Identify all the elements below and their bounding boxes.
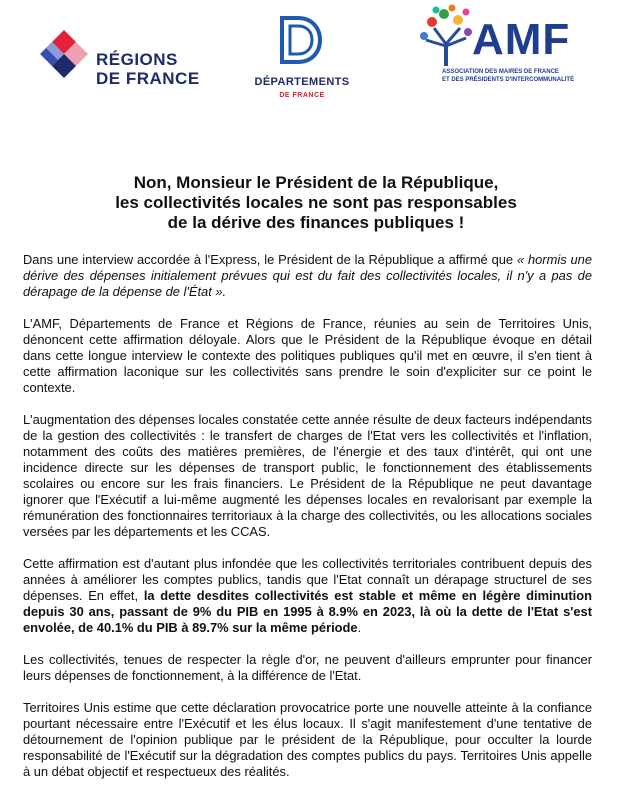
p4-text-end: . (357, 620, 362, 635)
amf-subtitle (442, 68, 606, 84)
regions-line2: DE FRANCE (96, 69, 200, 88)
p4-bold-text: la dette desdites collectivités est stable et même en légère diminution depuis 30 ans, passant de 9% du PIB en 1995 à 8.9% en 2023, là où la dette de l'Etat s'est envolée, de 40.1% du PIB à 89.7% sur la même période (23, 588, 593, 635)
departements-de-france-logo (248, 14, 358, 102)
regions-diamond-icon (38, 28, 90, 80)
press-release-body (23, 252, 592, 796)
paragraph-5: Les collectivités, tenues de respecter la règle d'or, ne peuvent d'ailleurs emprunter pour financer leurs dépenses de fonctionnement, à la différence de l'Etat. (23, 652, 592, 683)
title-line-1: Non, Monsieur le Président de la République, (133, 173, 499, 192)
regions-de-france-logo (38, 24, 208, 88)
title-line-2: les collectivités locales ne sont pas responsables (115, 193, 517, 212)
departements-sub: DE FRANCE (279, 92, 325, 99)
p1-text: Dans une interview accordée à l'Express, le Président de la République a affirmé que (23, 252, 517, 267)
press-release-title (40, 173, 592, 233)
title-line-3: de la dérive des finances publiques ! (167, 213, 465, 232)
departements-name: DÉPARTEMENTS (254, 76, 350, 88)
logo-bar (0, 0, 632, 110)
paragraph-1 (23, 252, 592, 300)
paragraph-6: Territoires Unis estime que cette déclaration provocatrice porte une nouvelle atteinte à la confiance pourtant nécessaire entre l'Exécutif et les élus locaux. Il s'agit manifestement d'une tentative de détournement de l'opinion publique par le président de la République, pour occulter la lourde responsabilité de l'Exécutif sur la dégradation des comptes publics du pays. Territoires Unis appelle à un débat objectif et respectueux des réalités. (23, 700, 592, 779)
p1-quote: « hormis une dérive des dépenses initialement prévues qui est du fait des collectivités locales, il n'y a pas de dérapage de la dépense de l'État ». (23, 252, 592, 299)
p4-text: Cette affirmation est d'autant plus infondée que les collectivités territoriales contribuent depuis des années à améliorer les comptes publics, tandis que l'Etat connaît un dérapage structurel de ses dépenses. En effet, (23, 556, 592, 603)
amf-sub-line1: ASSOCIATION DES MAIRES DE FRANCE (442, 69, 559, 75)
departements-d-icon (278, 14, 324, 66)
regions-line1: RÉGIONS (96, 50, 178, 69)
amf-wordmark: AMF (472, 15, 571, 64)
amf-logo (416, 2, 606, 108)
paragraph-2: L'AMF, Départements de France et Régions de France, réunies au sein de Territoires Unis, dénoncent cette affirmation déloyale. Alors que le Président de la République évoque en détail dans cette longue interview le contexte des politiques publiques qu'il met en œuvre, il s'en tient à cette affirmation laconique sur les collectivités sans prendre le soin d'expliciter sur ce point le contexte. (23, 316, 592, 395)
regions-logo-text (96, 50, 200, 88)
amf-sub-line2: ET DES PRÉSIDENTS D'INTERCOMMUNALITÉ (442, 77, 575, 83)
paragraph-3: L'augmentation des dépenses locales constatée cette année résulte de deux facteurs indépendants de la gestion des collectivités : le transfert de charges de l'Etat vers les collectivités et l'inflation, notamment des coûts des matières premières, de l'énergie et des taux d'intérêt, qui ont une incidence directe sur les dépenses de transport public, le fonctionnement des établissements scolaires ou encore sur les frais financiers. Le Président de la République ne peut davantage ignorer que l'Exécutif a lui-même augmenté les dépenses locales en revalorisant par exemple la rémunération des fonctionnaires territoriaux à la charge des collectivités, ou les allocations sociales versées par les départements et les CCAS. (23, 412, 592, 539)
paragraph-4 (23, 556, 592, 636)
amf-tree-icon (416, 2, 480, 68)
